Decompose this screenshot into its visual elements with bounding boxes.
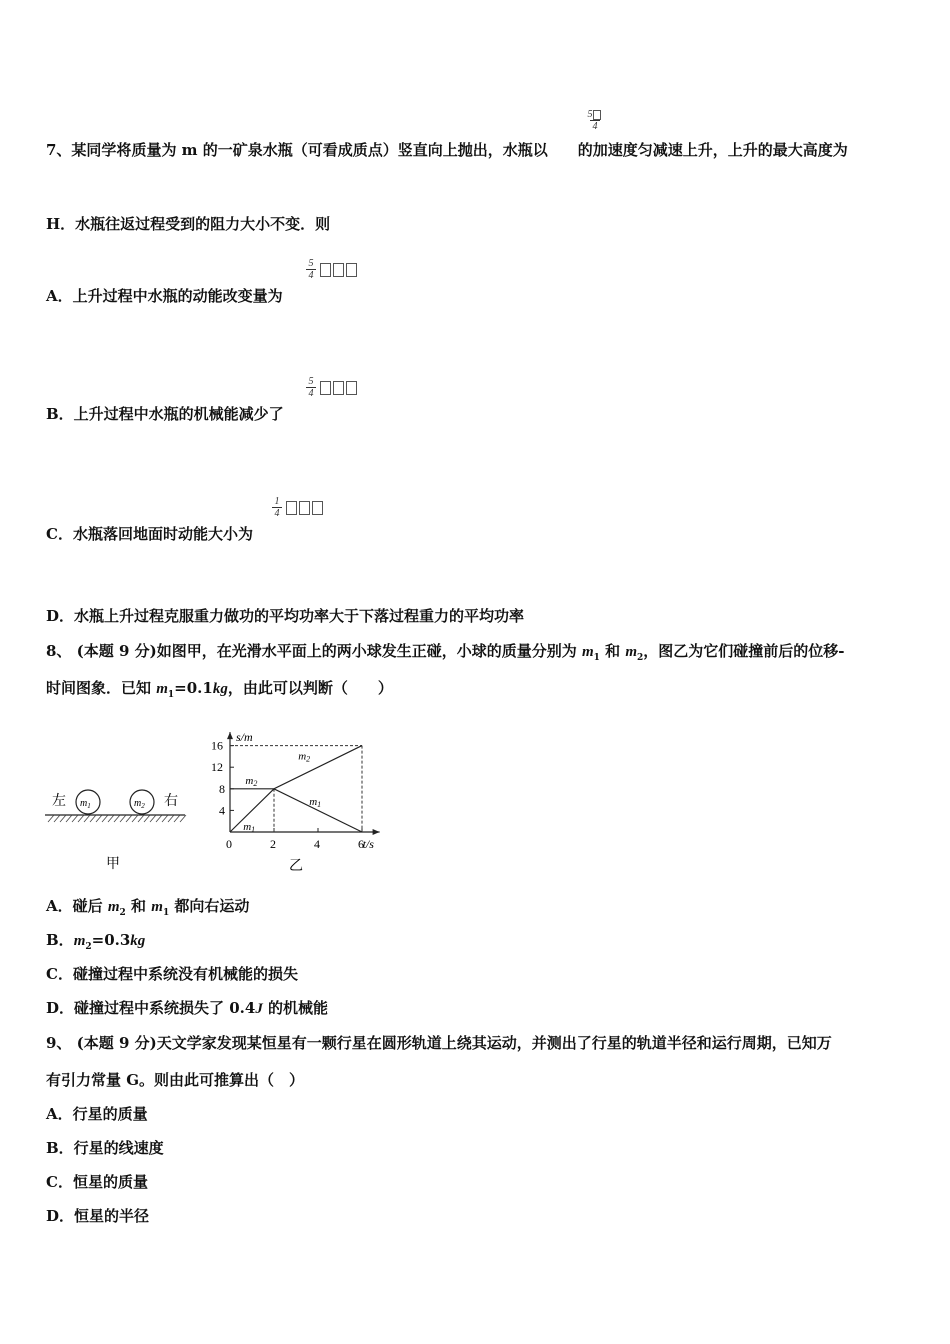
- y-tick-label: 4: [219, 803, 225, 818]
- fraction-denominator: 4: [592, 121, 598, 132]
- option-a-missing-glyphs: [320, 262, 359, 278]
- x-axis-arrow: [373, 829, 380, 835]
- option-c-missing-glyphs: [286, 500, 325, 516]
- x-tick-label: 0: [226, 837, 232, 851]
- q9-option-c[interactable]: C．恒星的质量: [46, 1173, 148, 1191]
- q8-option-c[interactable]: C．碰撞过程中系统没有机械能的损失: [46, 965, 298, 983]
- left-label: 左: [52, 794, 66, 809]
- series-label-m2: m2: [298, 750, 311, 764]
- q8-option-b[interactable]: B．$m_2=0.3kg$: [46, 931, 146, 952]
- q8-stem-line1: 8、 (本题 9 分)如图甲，在光滑水平面上的两小球发生正碰，小球的质量分别为 $m_1$ 和 $m_2$，图乙为它们碰撞前后的位移-: [46, 642, 845, 663]
- x-tick-label: 4: [314, 837, 320, 851]
- ground-hatching: [48, 815, 186, 822]
- q7-stem-line1: 7、某同学将质量为 m 的一矿泉水瓶（可看成质点）竖直向上抛出，水瓶以 的加速度匀减速上升，上升的最大高度为: [46, 141, 848, 159]
- acceleration-fraction: [585, 109, 605, 132]
- q9-option-d[interactable]: D．恒星的半径: [46, 1207, 150, 1225]
- option-b-fraction: 5 4: [304, 376, 318, 399]
- q9-option-b[interactable]: B．行星的线速度: [46, 1139, 164, 1157]
- option-b-missing-glyphs: [320, 380, 359, 396]
- option-a-fraction: 5 4: [304, 258, 318, 281]
- q7-option-d[interactable]: D．水瓶上升过程克服重力做功的平均功率大于下落过程重力的平均功率: [46, 607, 525, 625]
- series-label-m1: m1: [243, 820, 256, 834]
- y-tick-label: 12: [211, 760, 223, 775]
- y-tick-label: 16: [211, 738, 223, 753]
- q9-stem-line2: 有引力常量 G。则由此可推算出（ ）: [46, 1071, 305, 1089]
- x-tick-label: 2: [270, 837, 276, 851]
- q7-option-a[interactable]: A．上升过程中水瓶的动能改变量为: [46, 287, 283, 305]
- q8-option-a[interactable]: A．碰后 $m_2$ 和 $m_1$ 都向右运动: [46, 897, 250, 918]
- y-tick-label: 8: [219, 781, 225, 796]
- q8-stem-line2: 时间图象．已知 $m_1=0.1kg$，由此可以判断（ ）: [46, 679, 393, 700]
- q9-stem-line1: 9、 (本题 9 分)天文学家发现某恒星有一颗行星在圆形轨道上绕其运动，并测出了行星的轨道半径和运行周期，已知万: [46, 1034, 832, 1052]
- caption-yi: 乙: [289, 859, 303, 874]
- right-label: 右: [164, 794, 178, 809]
- option-c-fraction: 1 4: [270, 496, 284, 519]
- fraction-numerator: 5: [585, 109, 605, 120]
- q9-option-a[interactable]: A．行星的质量: [46, 1105, 148, 1123]
- ball-m1-label: $m_1$: [80, 798, 91, 810]
- q8-option-d[interactable]: D．碰撞过程中系统损失了 0.4J 的机械能: [46, 999, 329, 1017]
- y-axis-label: s/m: [236, 730, 253, 745]
- q7-option-c[interactable]: C．水瓶落回地面时动能大小为: [46, 525, 253, 543]
- x-tick-label: 6: [358, 837, 364, 851]
- x-axis-label: t/s: [362, 837, 374, 851]
- figure-yi-chart: [205, 705, 410, 875]
- y-axis-arrow: [227, 732, 233, 739]
- ball-m2-label: $m_2$: [134, 798, 145, 810]
- series-label-m1: m1: [309, 796, 322, 809]
- figure-jia: [40, 780, 200, 875]
- q7-stem-line2: H．水瓶往返过程受到的阻力大小不变．则: [46, 215, 331, 233]
- caption-jia: 甲: [106, 857, 120, 872]
- series-label-m2: m2: [245, 774, 258, 788]
- q7-option-b[interactable]: B．上升过程中水瓶的机械能减少了: [46, 405, 284, 423]
